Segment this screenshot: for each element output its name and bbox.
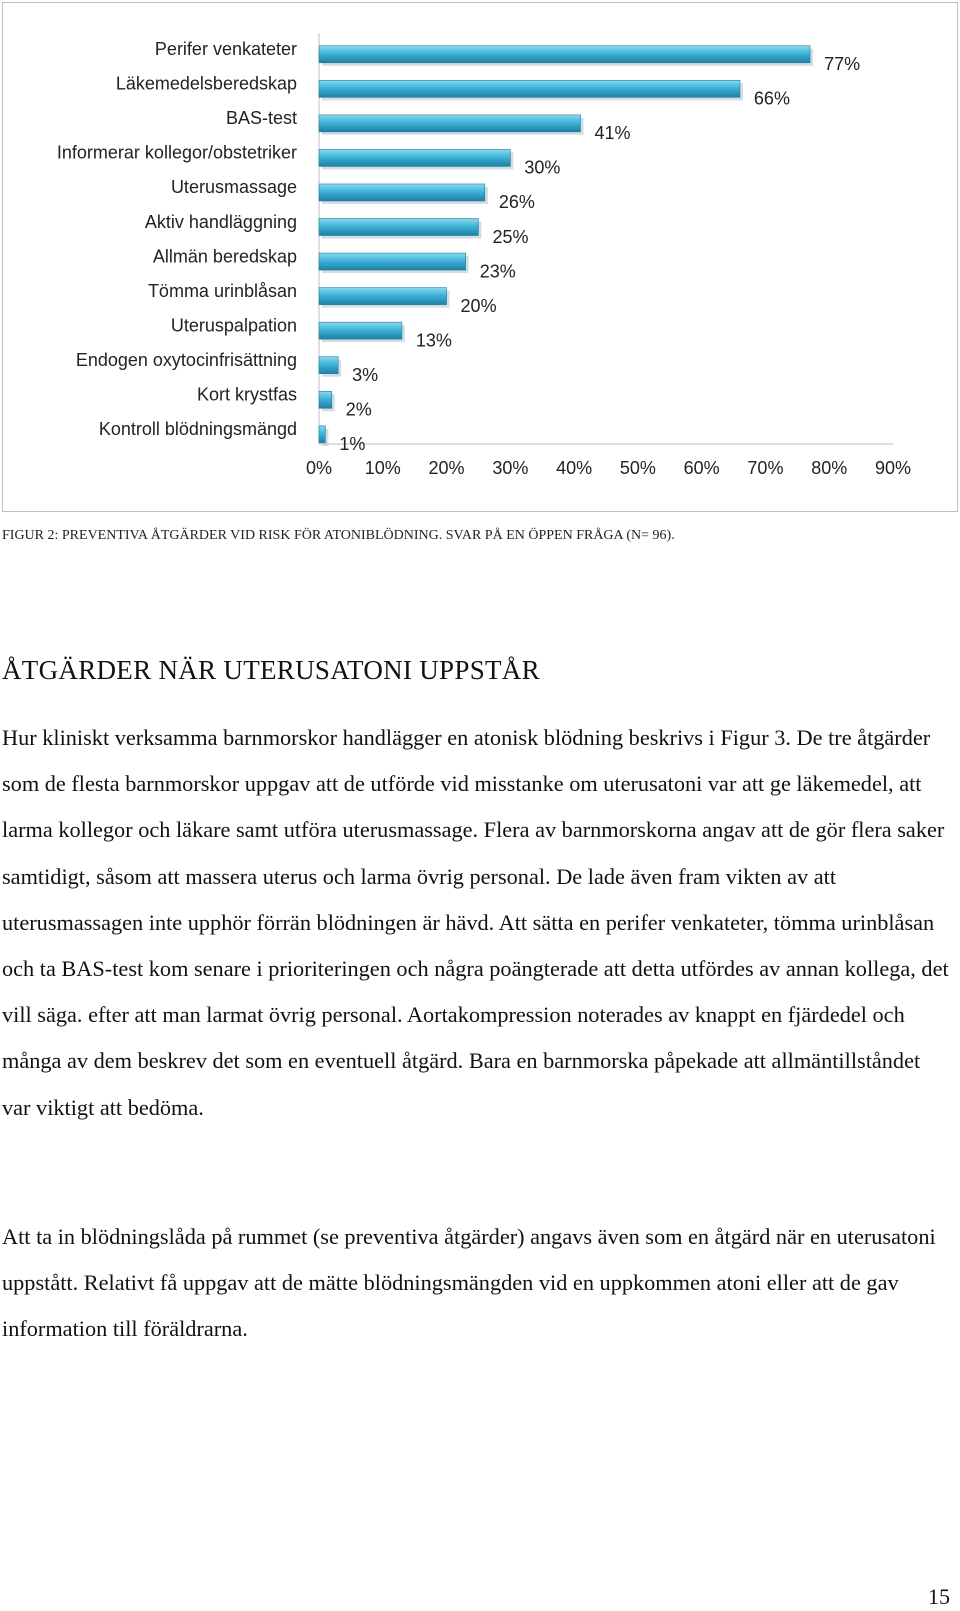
x-tick-label: 10% [364,458,401,478]
value-label: 20% [460,295,497,316]
figure-caption: FIGUR 2: PREVENTIVA ÅTGÄRDER VID RISK FÖR ATONIBLÖDNING. SVAR PÅ EN ÖPPEN FRÅGA (N= 96). [2,528,675,543]
category-label: Kort krystfas [196,384,297,405]
category-label: Allmän beredskap [152,246,297,267]
bar [319,322,402,339]
x-tick-label: 70% [747,458,784,478]
value-label: 25% [492,226,529,247]
value-label: 41% [594,123,631,144]
value-label: 13% [415,330,452,351]
body-paragraph-1: Hur kliniskt verksamma barnmorskor handlägger en atonisk blödning beskrivs i Figur 3. De tre åtgärder som de flesta barnmorskor uppgav att de utförde vid misstanke om uterusatoni var att ge läkemedel, att larma kollegor och läkare samt utföra uterusmassage. Flera av barnmorskorna angav att de gör flera saker samtidigt, såsom att massera uterus och larma övrig personal. De lade även fram vikten av att uterusmassagen inte upphör förrän blödningen är hävd. Att sätta en perifer venkateter, tömma urinblåsan och ta BAS-test kom senare i prioriteringen och några poängterade att detta utfördes av annan kollega, det vill säga. efter att man larmat övrig personal. Aortakompression noterades av knappt en fjärdedel och många av dem beskrev det som en eventuell åtgärd. Bara en barnmorska påpekade att allmäntillståndet var viktigt att bedöma. [2,725,949,1120]
x-tick-label: 60% [683,458,720,478]
bar [319,80,740,97]
bar [319,219,478,236]
bar [319,184,485,201]
category-label: Uterusmassage [170,177,297,198]
x-tick-label: 40% [556,458,593,478]
body-paragraph-2: Att ta in blödningslåda på rummet (se preventiva åtgärder) angavs även som en åtgärd när en uterusatoni uppstått. Relativt få uppgav att de mätte blödningsmängden vid en uppkommen atoni eller att de gav information till föräldrarna. [2,1224,936,1342]
x-tick-label: 30% [492,458,529,478]
category-label: Perifer venkateter [154,39,297,60]
x-tick-label: 0% [305,458,333,478]
category-label: Kontroll blödningsmängd [98,419,297,440]
category-label: BAS-test [225,108,297,129]
category-label: Informerar kollegor/obstetriker [56,142,297,163]
value-label: 23% [479,261,516,282]
bar [319,288,447,305]
value-label: 2% [345,399,372,420]
bar [319,253,466,270]
value-label: 77% [824,54,861,75]
x-tick-label: 20% [428,458,465,478]
chart-canvas [3,3,957,511]
value-label: 3% [352,364,379,385]
value-label: 30% [524,157,561,178]
value-label: 66% [753,88,790,109]
category-label: Uteruspalpation [170,315,297,336]
category-label: Läkemedelsberedskap [115,73,297,94]
category-label: Tömma urinblåsan [147,280,297,301]
value-label: 1% [339,434,366,455]
bar [319,115,580,132]
bar [319,426,325,443]
x-tick-label: 50% [619,458,656,478]
section-heading: ÅTGÄRDER NÄR UTERUSATONI UPPSTÅR [2,655,540,685]
x-tick-label: 80% [811,458,848,478]
x-tick-label: 90% [874,458,912,478]
bar [319,46,810,63]
bar-chart [2,2,958,512]
bar [319,149,510,166]
category-label: Endogen oxytocinfrisättning [75,349,297,370]
category-label: Aktiv handläggning [144,211,297,232]
page-number: 15 [928,1584,950,1609]
value-label: 26% [498,192,535,213]
bar [319,357,338,374]
bar [319,391,332,408]
